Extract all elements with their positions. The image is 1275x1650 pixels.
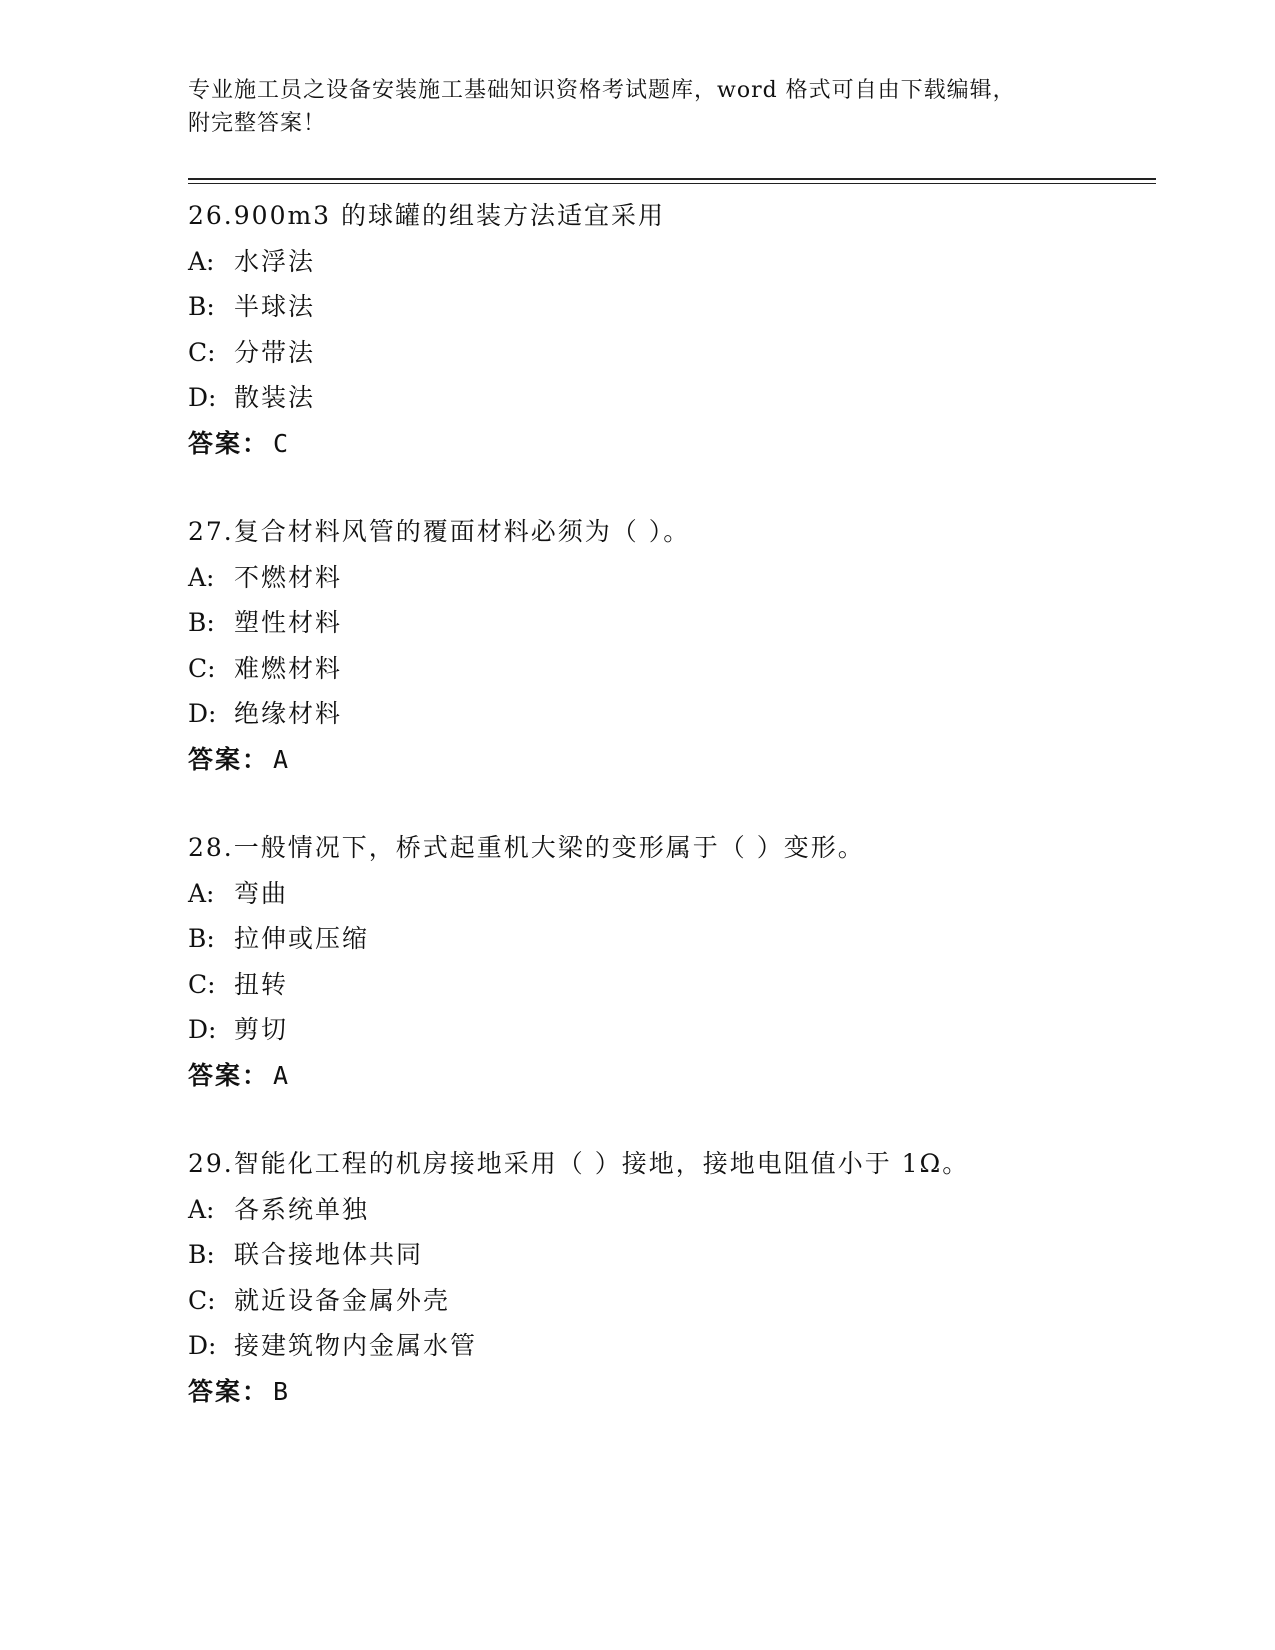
option-text: 联合接地体共同 bbox=[234, 1240, 424, 1269]
option-c bbox=[188, 962, 1148, 1008]
option-c bbox=[188, 646, 1148, 692]
option-d bbox=[188, 1323, 1148, 1369]
question-28 bbox=[188, 825, 1148, 1098]
option-text: 弯曲 bbox=[234, 878, 289, 908]
answer-label: 答案： bbox=[188, 1376, 270, 1406]
option-letter: A: bbox=[188, 878, 215, 908]
option-letter: A: bbox=[188, 562, 215, 592]
document-header bbox=[188, 74, 1088, 140]
option-letter: C: bbox=[188, 653, 216, 683]
option-text: 难燃材料 bbox=[234, 653, 343, 683]
option-letter: D: bbox=[188, 699, 217, 728]
answer-value: C bbox=[273, 428, 291, 458]
option-letter: B: bbox=[188, 292, 215, 321]
option-letter: B: bbox=[188, 608, 215, 637]
option-b bbox=[188, 284, 1148, 330]
option-c bbox=[188, 1278, 1148, 1324]
option-letter: A: bbox=[188, 246, 215, 276]
option-text: 就近设备金属外壳 bbox=[234, 1285, 451, 1315]
header-line-2: 附完整答案！ bbox=[188, 111, 327, 136]
header-divider-thin bbox=[188, 183, 1156, 184]
answer-line bbox=[188, 737, 1148, 783]
answer-line bbox=[188, 1369, 1148, 1415]
header-line-1: 专业施工员之设备安装施工基础知识资格考试题库，word 格式可自由下载编辑， bbox=[188, 78, 1016, 103]
option-letter: C: bbox=[188, 337, 216, 367]
option-letter: D: bbox=[188, 1015, 217, 1044]
option-a bbox=[188, 239, 1148, 285]
option-letter: D: bbox=[188, 1331, 217, 1360]
question-29 bbox=[188, 1141, 1148, 1414]
option-d bbox=[188, 1007, 1148, 1053]
answer-label: 答案： bbox=[188, 1060, 270, 1090]
option-c bbox=[188, 330, 1148, 376]
answer-line bbox=[188, 421, 1148, 467]
option-letter: B: bbox=[188, 1240, 215, 1269]
question-title: 29.智能化工程的机房接地采用（ ）接地，接地电阻值小于 1Ω。 bbox=[188, 1149, 970, 1178]
option-text: 不燃材料 bbox=[234, 562, 343, 592]
answer-line bbox=[188, 1053, 1148, 1099]
option-text: 塑性材料 bbox=[234, 608, 343, 637]
answer-value: A bbox=[273, 744, 291, 774]
question-title: 27.复合材料风管的覆面材料必须为（ ）。 bbox=[188, 517, 691, 546]
option-letter: C: bbox=[188, 1285, 216, 1315]
answer-value: A bbox=[273, 1060, 291, 1090]
option-letter: A: bbox=[188, 1194, 215, 1224]
option-d bbox=[188, 375, 1148, 421]
option-text: 拉伸或压缩 bbox=[234, 924, 370, 953]
option-b bbox=[188, 916, 1148, 962]
option-letter: C: bbox=[188, 969, 216, 999]
option-a bbox=[188, 555, 1148, 601]
header-divider-thick bbox=[188, 178, 1156, 180]
option-text: 绝缘材料 bbox=[234, 699, 343, 728]
option-letter: B: bbox=[188, 924, 215, 953]
option-text: 接建筑物内金属水管 bbox=[234, 1331, 478, 1360]
option-a bbox=[188, 871, 1148, 917]
option-d bbox=[188, 691, 1148, 737]
option-text: 半球法 bbox=[234, 292, 316, 321]
question-27 bbox=[188, 509, 1148, 782]
option-letter: D: bbox=[188, 383, 217, 412]
answer-label: 答案： bbox=[188, 428, 270, 458]
option-text: 剪切 bbox=[234, 1015, 289, 1044]
option-text: 各系统单独 bbox=[234, 1194, 370, 1224]
option-b bbox=[188, 600, 1148, 646]
question-title: 26.900m3 的球罐的组装方法适宜采用 bbox=[188, 201, 666, 230]
option-b bbox=[188, 1232, 1148, 1278]
option-a bbox=[188, 1187, 1148, 1233]
question-26 bbox=[188, 193, 1148, 466]
answer-label: 答案： bbox=[188, 744, 270, 774]
question-title: 28.一般情况下，桥式起重机大梁的变形属于（ ）变形。 bbox=[188, 833, 865, 862]
answer-value: B bbox=[273, 1376, 291, 1406]
question-list bbox=[188, 193, 1148, 1457]
option-text: 分带法 bbox=[234, 337, 316, 367]
option-text: 水浮法 bbox=[234, 246, 316, 276]
option-text: 散装法 bbox=[234, 383, 316, 412]
option-text: 扭转 bbox=[234, 969, 289, 999]
